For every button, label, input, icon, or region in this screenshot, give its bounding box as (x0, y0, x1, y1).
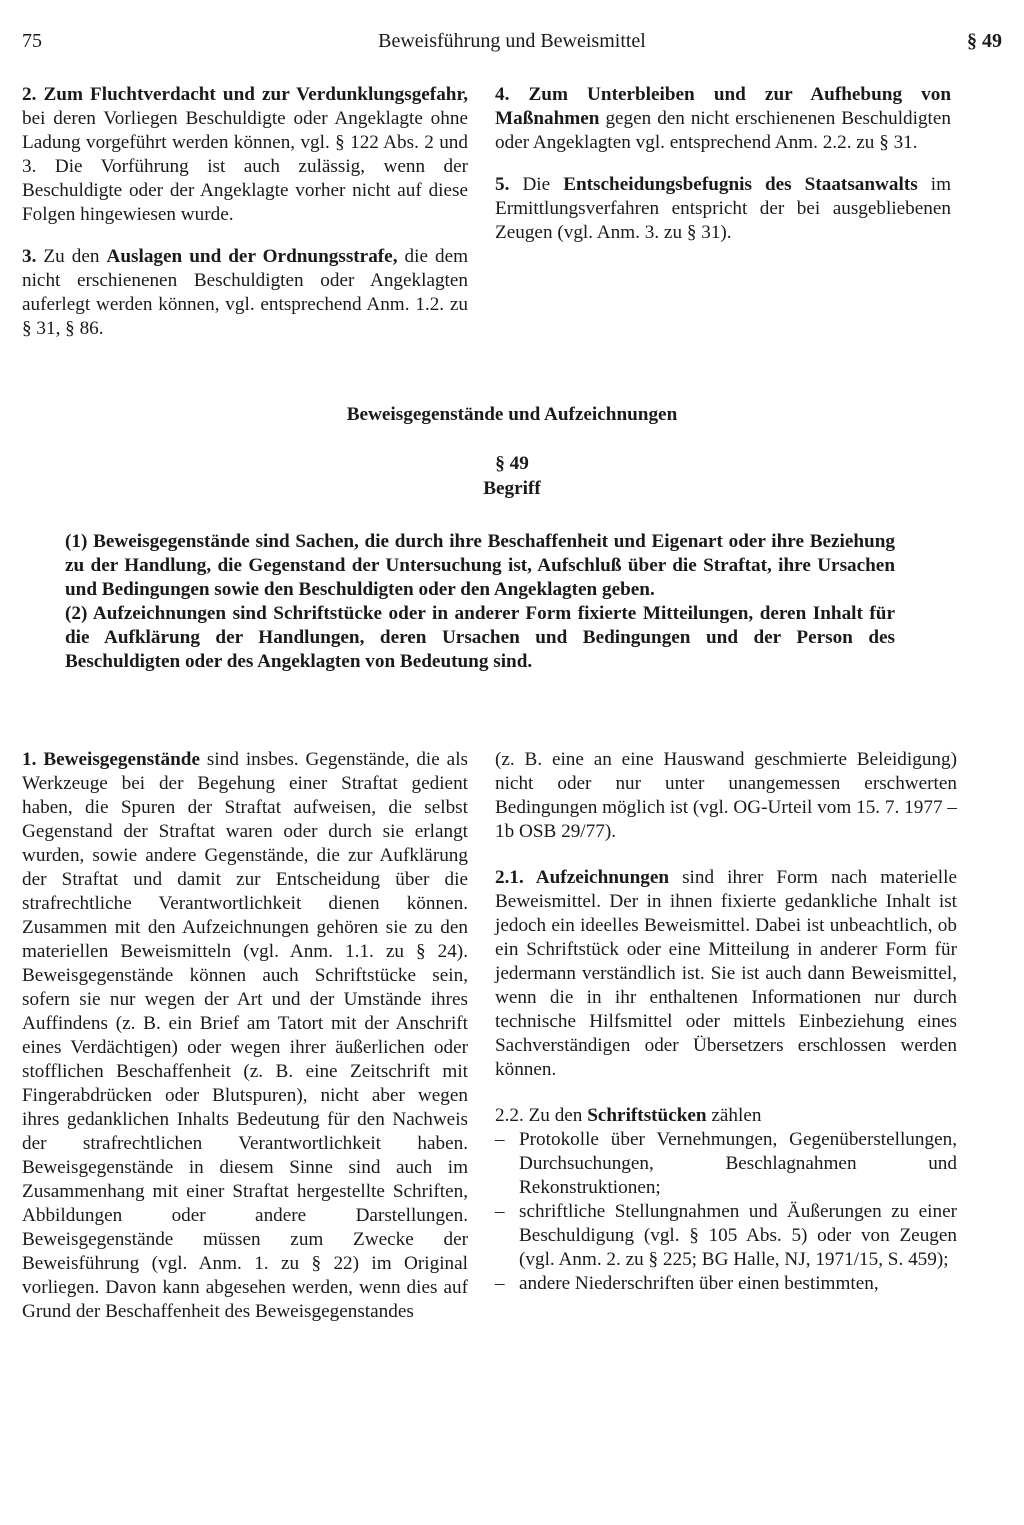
commentary-left-column (22, 748, 468, 1324)
commentary-right-column (495, 748, 957, 1296)
section-number: § 49 (495, 453, 529, 474)
list-item: – andere Niederschriften über einen bestimmten, (495, 1272, 957, 1296)
running-title: Beweisführung und Beweismittel (378, 30, 646, 52)
running-header (22, 30, 1002, 58)
document-list (495, 1128, 957, 1296)
previous-notes-left-column (22, 83, 468, 341)
list-item: – schriftliche Stellungnahmen und Äußerungen zu einer Beschuldigung (vgl. § 105 Abs. 5) oder von Zeugen (vgl. Anm. 2. zu § 225; BG Halle, NJ, 1971/15, S. 459); (495, 1200, 957, 1272)
note-2: 2. Zum Fluchtverdacht und zur Verdunklungsgefahr, bei deren Vorliegen Beschuldigte oder Angeklagte ohne Ladung vorgeführt werden können, vgl. § 122 Abs. 2 und 3. Die Vorführung ist auch zulässig, wenn der Beschuldigte oder der Angeklagte vorher nicht auf diese Folgen hingewiesen wurde. (22, 84, 469, 225)
note-4: 4. Zum Unterbleiben und zur Aufhebung von Maßnahmen gegen den nicht erschienenen Beschuldigten oder Angeklagten vgl. entsprechend Anm. 2.2. zu § 31. (495, 84, 952, 153)
commentary-note-2-1: 2.1. Aufzeichnungen sind ihrer Form nach materielle Beweismittel. Der in ihnen fixierte gedankliche Inhalt ist jedoch ein ideelles Beweismittel. Dabei ist unbeachtlich, ob ein Schriftstück oder eine Mitteilung in anderer Form für jedermann verständlich ist. Sie ist auch dann Beweismittel, wenn die in ihr enthaltenen Informationen nur durch technische Hilfsmittel oder mittels Einbeziehung eines Sachverständigen oder Übersetzers erschlossen werden können. (495, 867, 957, 1080)
note-5: 5. Die Entscheidungsbefugnis des Staatsanwalts im Ermittlungsverfahren entspricht der bei ausgebliebenen Zeugen (vgl. Anm. 3. zu § 31). (495, 174, 952, 243)
section-reference: § 49 (967, 30, 1002, 52)
commentary-note-1-continued: (z. B. eine an eine Hauswand geschmierte Beleidigung) nicht oder nur unter unangemessen erschwerten Bedingungen möglich ist (vgl. OG-Urteil vom 15. 7. 1977 – 1b OSB 29/77). (495, 749, 957, 842)
commentary-note-1: 1. Beweisgegenstände sind insbes. Gegenstände, die als Werkzeuge bei der Begehung einer Straftat gedient haben, die Spuren der Straftat aufweisen, die selbst Gegenstand der Straftat waren oder durch sie erlangt wurden, sowie andere Gegenstände, die zur Aufklärung der Straftat und damit zur Entscheidung über die strafrechtliche Verantwortlichkeit dienen können. Zusammen mit den Aufzeichnungen gehören sie zu den materiellen Beweismitteln (vgl. Anm. 1.1. zu § 24). Beweisgegenstände können auch Schriftstücke sein, sofern sie nur wegen der Art und der Umstände ihres Auffindens (z. B. ein Brief am Tatort mit der Anschrift eines Verdächtigen) oder wegen ihrer äußerlichen oder stofflichen Beschaffenheit (z. B. eine Zeitschrift mit Fingerabdrücken oder Blutspuren), nicht aber wegen ihres gedanklichen Inhalts Bedeutung für den Nachweis der strafrechtlichen Verantwortlichkeit haben. Beweisgegenstände in diesem Sinne sind auch im Zusammenhang mit einer Straftat hergestellte Schriften, Abbildungen oder andere Darstellungen. Beweisgegenstände müssen zum Zwecke der Beweisführung (vgl. Anm. 1. zu § 22) im Original vorliegen. Davon kann abgesehen werden, wenn dies auf Grund der Beschaffenheit des Beweisgegenstandes (22, 749, 468, 1322)
note-3: 3. Zu den Auslagen und der Ordnungsstrafe, die dem nicht erschienenen Beschuldigten oder Angeklagten auferlegt werden können, vgl. entsprechend Anm. 1.2. zu § 31, § 86. (22, 246, 469, 339)
page-number: 75 (22, 30, 42, 52)
previous-notes-right-column (495, 83, 951, 245)
commentary-note-2-2: 2.2. Zu den Schriftstücken zählen (495, 1105, 762, 1126)
statute-paragraph-2: (2) Aufzeichnungen sind Schriftstücke oder in anderer Form fixierte Mitteilungen, deren Inhalt für die Aufklärung der Handlungen, deren Ursachen und Bedingungen und der Person des Beschuldigten oder des Angeklagten von Bedeutung sind. (65, 603, 895, 672)
statute-text (65, 530, 895, 674)
list-item: – Protokolle über Vernehmungen, Gegenüberstellungen, Durchsuchungen, Beschlagnahmen und Rekonstruktionen; (495, 1128, 957, 1200)
section-group-title: Beweisgegenstände und Aufzeichnungen (346, 404, 678, 425)
statute-paragraph-1: (1) Beweisgegenstände sind Sachen, die durch ihre Beschaffenheit und Eigenart oder ihre Beziehung zu der Handlung, die Gegenstand der Untersuchung ist, Aufschluß über die Straftat, ihre Ursachen und Bedingungen sowie den Beschuldigten oder den Angeklagten geben. (65, 531, 895, 600)
section-name: Begriff (483, 478, 541, 499)
